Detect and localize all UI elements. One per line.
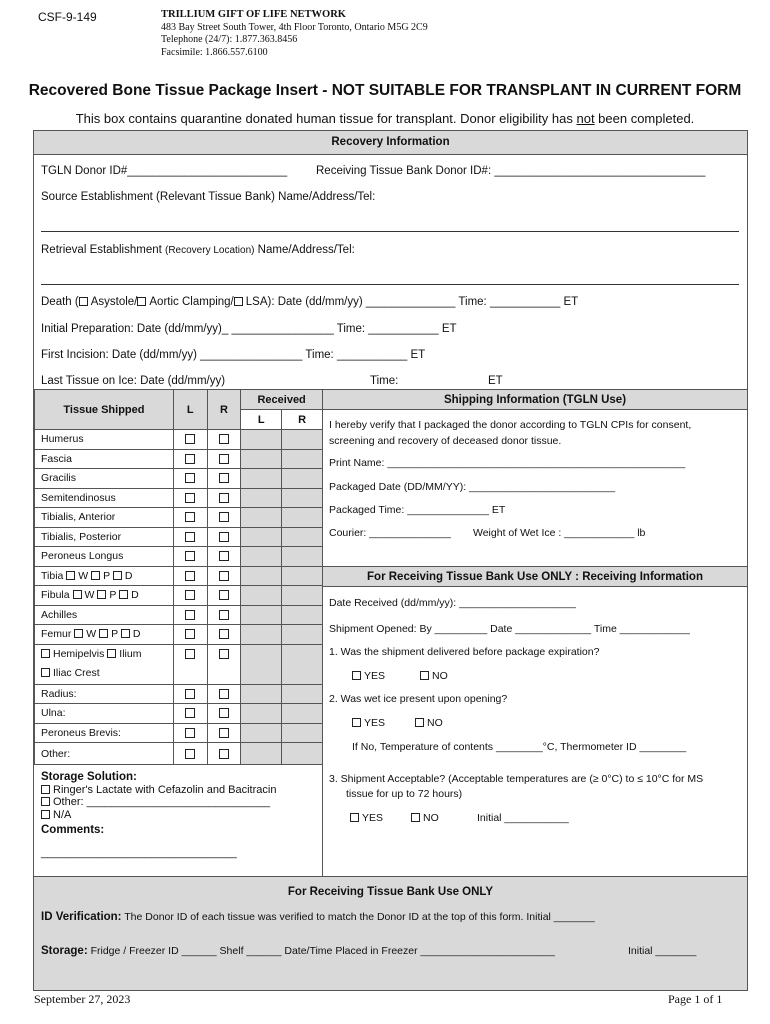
right-header: R [207, 390, 241, 430]
subtitle-underlined: not [576, 111, 595, 126]
fibula-cell [35, 586, 174, 606]
iliac-crest-label: Iliac Crest [53, 667, 100, 679]
hemipelvis-cell [35, 644, 174, 684]
fibula-label: Fibula [41, 589, 70, 602]
storage-opt3: N/A [53, 808, 72, 821]
bank-heading: For Receiving Tissue Bank Use ONLY [287, 886, 494, 898]
right-checkbox[interactable] [219, 512, 229, 522]
storage-opt2: Other: ______________________________ [53, 796, 271, 808]
fibula-w-label: W [84, 589, 95, 602]
q1-yes[interactable] [352, 670, 385, 682]
received-left-cell[interactable] [241, 605, 282, 625]
lsa-checkbox[interactable] [234, 297, 243, 306]
q1-no[interactable] [420, 670, 448, 682]
date-received-field[interactable]: Date Received (dd/mm/yy): ____________________ [329, 597, 576, 609]
left-checkbox[interactable] [185, 434, 195, 444]
q3-no-checkbox[interactable] [411, 813, 420, 822]
packaged-date-field[interactable]: Packaged Date (DD/MM/YY): _________________________ [329, 481, 616, 493]
femur-d-checkbox[interactable] [121, 629, 130, 638]
left-checkbox[interactable] [185, 708, 195, 718]
received-right-cell[interactable] [282, 625, 323, 645]
tibia-d-label: D [124, 569, 133, 582]
storage-opt1: Ringer's Lactate with Cefazolin and Bacitracin [53, 783, 277, 796]
retrieval-establishment-line[interactable] [41, 284, 739, 285]
tissue-shipped-header: Tissue Shipped [35, 390, 174, 430]
right-checkbox[interactable] [219, 749, 229, 759]
received-right-cell[interactable] [282, 469, 323, 489]
tissue-name: Radius: [35, 684, 174, 704]
table-row [35, 527, 323, 547]
received-left-cell[interactable] [241, 508, 282, 528]
comments-line[interactable]: ________________________________ [41, 846, 237, 859]
q1-no-label: NO [432, 670, 448, 682]
left-checkbox[interactable] [185, 473, 195, 483]
right-checkbox[interactable] [219, 689, 229, 699]
page-title: Recovered Bone Tissue Package Insert - NOT SUITABLE FOR TRANSPLANT IN CURRENT FORM [28, 82, 742, 99]
q1-yes-label: YES [364, 670, 386, 682]
tibia-w-label: W [78, 569, 89, 582]
tibia-w-checkbox[interactable] [66, 571, 75, 580]
left-checkbox[interactable] [185, 749, 195, 759]
femur-d-label: D [132, 628, 141, 641]
id-verification-field[interactable] [41, 911, 595, 923]
received-right-cell[interactable] [282, 723, 323, 743]
table-row [35, 684, 323, 704]
courier-field[interactable]: Courier: ______________ [329, 527, 452, 539]
received-left-cell[interactable] [241, 547, 282, 567]
tissue-name: Peroneus Brevis: [35, 723, 174, 743]
shipment-opened-field[interactable]: Shipment Opened: By _________ Date _____________ Time ____________ [329, 623, 690, 635]
subtitle-before: This box contains quarantine donated human tissue for transplant. Donor eligibility has [75, 111, 577, 126]
right-checkbox[interactable] [219, 571, 229, 581]
tissue-name: Tibialis, Anterior [35, 508, 174, 528]
received-left-header: L [241, 410, 282, 430]
tgln-donor-id-field[interactable]: TGLN Donor ID#_________________________ [41, 165, 288, 177]
other-checkbox[interactable] [41, 797, 50, 806]
form-code: CSF-9-149 [38, 10, 97, 24]
q3-no-label: NO [423, 812, 439, 824]
right-checkbox[interactable] [219, 629, 229, 639]
print-name-field[interactable]: Print Name: ___________________________________________________ [329, 457, 686, 469]
femur-label: Femur [41, 628, 72, 641]
right-checkbox[interactable] [219, 728, 229, 738]
last-tissue-time: Time: [370, 375, 399, 387]
ilium-label: Ilium [119, 648, 142, 660]
last-tissue-field[interactable]: Last Tissue on Ice: Date (dd/mm/yy) [41, 375, 226, 387]
received-left-cell[interactable] [241, 566, 282, 586]
left-checkbox[interactable] [185, 629, 195, 639]
death-asystole: Asystole/ [90, 296, 138, 308]
left-checkbox[interactable] [185, 689, 195, 699]
ilium-checkbox[interactable] [107, 649, 116, 658]
temperature-field[interactable]: If No, Temperature of contents ________°C, Thermometer ID ________ [352, 741, 687, 753]
table-row [35, 469, 323, 489]
received-right-cell[interactable] [282, 547, 323, 567]
death-aortic: Aortic Clamping/ [149, 296, 234, 308]
received-left-cell[interactable] [241, 743, 282, 765]
tibia-d-checkbox[interactable] [113, 571, 122, 580]
retrieval-establishment-label [41, 244, 355, 256]
femur-p-label: P [111, 628, 118, 641]
table-row [35, 605, 323, 625]
left-checkbox[interactable] [185, 571, 195, 581]
id-verification-label: ID Verification: [41, 911, 122, 923]
received-right-cell[interactable] [282, 605, 323, 625]
q3-yes[interactable] [350, 812, 383, 824]
right-checkbox[interactable] [219, 551, 229, 561]
received-left-cell[interactable] [241, 644, 282, 684]
tissue-name: Fascia [35, 449, 174, 469]
table-row [35, 644, 323, 684]
question-1: 1. Was the shipment delivered before package expiration? [329, 646, 600, 658]
q2-yes-checkbox[interactable] [352, 718, 361, 727]
received-right-cell[interactable] [282, 488, 323, 508]
asystole-checkbox[interactable] [79, 297, 88, 306]
storage-heading: Storage Solution: [41, 771, 137, 783]
iliac-crest-checkbox[interactable] [41, 668, 50, 677]
fibula-d-checkbox[interactable] [119, 590, 128, 599]
footer-date: September 27, 2023 [34, 992, 131, 1006]
table-row [35, 430, 323, 450]
fibula-w-checkbox[interactable] [73, 590, 82, 599]
table-row [35, 566, 323, 586]
retrieval-a: Retrieval Establishment [41, 244, 165, 256]
received-header: Received [241, 390, 323, 410]
question-2: 2. Was wet ice present upon opening? [329, 693, 508, 705]
left-checkbox[interactable] [185, 551, 195, 561]
received-right-header: R [282, 410, 323, 430]
question-3 [329, 772, 703, 802]
first-incision-field[interactable]: First Incision: Date (dd/mm/yy) ________________ Time: ___________ ET [41, 349, 426, 361]
left-checkbox[interactable] [185, 454, 195, 464]
storage-solution-block [41, 771, 276, 859]
last-tissue-et: ET [488, 375, 503, 387]
organization-block [161, 9, 428, 59]
q2-yes[interactable] [352, 717, 385, 729]
table-row [35, 508, 323, 528]
tissue-name: Humerus [35, 430, 174, 450]
received-right-cell[interactable] [282, 508, 323, 528]
q2-no-label: NO [427, 717, 443, 729]
received-left-cell[interactable] [241, 449, 282, 469]
table-row [35, 704, 323, 724]
source-establishment-label: Source Establishment (Relevant Tissue Bank) Name/Address/Tel: [41, 191, 376, 203]
death-prefix: Death ( [41, 296, 79, 308]
fibula-d-label: D [131, 589, 139, 602]
received-right-cell[interactable] [282, 743, 323, 765]
received-left-cell[interactable] [241, 723, 282, 743]
q1-yes-checkbox[interactable] [352, 671, 361, 680]
table-row [35, 743, 323, 765]
tissue-name: Tibialis, Posterior [35, 527, 174, 547]
footer-page: Page 1 of 1 [668, 992, 723, 1006]
femur-w-label: W [86, 628, 97, 641]
received-right-cell[interactable] [282, 644, 323, 684]
q2-yes-label: YES [364, 717, 386, 729]
tissue-name: Other: [35, 743, 174, 765]
received-left-cell[interactable] [241, 488, 282, 508]
storage-label: Storage: [41, 945, 88, 957]
received-left-cell[interactable] [241, 586, 282, 606]
org-telephone: Telephone (24/7): 1.877.363.8456 [161, 34, 298, 45]
tissue-name: Semitendinosus [35, 488, 174, 508]
right-checkbox[interactable] [219, 473, 229, 483]
org-facsimile: Facsimile: 1.866.557.6100 [161, 46, 268, 58]
receiving-donor-id-field[interactable]: Receiving Tissue Bank Donor ID#: _________________________________ [316, 165, 706, 177]
retrieval-b: (Recovery Location) [165, 245, 255, 256]
verify-line-2: screening and recovery of deceased donor tissue. [329, 435, 562, 447]
received-left-cell[interactable] [241, 430, 282, 450]
tibia-cell [35, 566, 174, 586]
received-right-cell[interactable] [282, 566, 323, 586]
tissue-name: Gracilis [35, 469, 174, 489]
left-checkbox[interactable] [185, 728, 195, 738]
retrieval-c: Name/Address/Tel: [254, 244, 355, 256]
q2-no-checkbox[interactable] [415, 718, 424, 727]
fibula-p-checkbox[interactable] [97, 590, 106, 599]
tissue-name: Peroneus Longus [35, 547, 174, 567]
storage-initial-field[interactable]: Initial _______ [628, 945, 697, 957]
tibia-label: Tibia [41, 569, 64, 582]
hemipelvis-label: Hemipelvis [53, 648, 105, 660]
received-right-cell[interactable] [282, 527, 323, 547]
q3-yes-label: YES [362, 812, 384, 824]
received-right-cell[interactable] [282, 449, 323, 469]
death-field[interactable] [41, 296, 578, 308]
source-establishment-line[interactable] [41, 231, 739, 232]
right-checkbox[interactable] [219, 454, 229, 464]
q3-line-2: tissue for up to 72 hours) [346, 788, 463, 800]
panel-divider [322, 389, 323, 876]
page-subtitle [0, 111, 770, 126]
aortic-clamping-checkbox[interactable] [137, 297, 146, 306]
q3-line-1: 3. Shipment Acceptable? (Acceptable temperatures are (≥ 0°C) to ≤ 10°C for MS [329, 773, 704, 785]
right-checkbox[interactable] [219, 590, 229, 600]
tissue-table [34, 389, 323, 765]
shipping-heading: Shipping Information (TGLN Use) [323, 389, 747, 410]
tissue-name: Ulna: [35, 704, 174, 724]
q2-no[interactable] [415, 717, 443, 729]
right-checkbox[interactable] [219, 493, 229, 503]
received-right-cell[interactable] [282, 684, 323, 704]
table-row [35, 625, 323, 645]
left-checkbox[interactable] [185, 532, 195, 542]
left-header: L [173, 390, 207, 430]
receiving-heading: For Receiving Tissue Bank Use ONLY : Receiving Information [323, 566, 747, 587]
left-checkbox[interactable] [185, 590, 195, 600]
left-checkbox[interactable] [185, 649, 195, 659]
received-right-cell[interactable] [282, 586, 323, 606]
storage-field[interactable] [41, 945, 555, 957]
right-checkbox[interactable] [219, 610, 229, 620]
comments-label: Comments: [41, 824, 105, 836]
table-row [35, 449, 323, 469]
received-left-cell[interactable] [241, 704, 282, 724]
id-verification-text: The Donor ID of each tissue was verified to match the Donor ID at the top of this form. Initial _______ [121, 911, 595, 923]
subtitle-after: been completed. [594, 111, 695, 126]
hemipelvis-checkbox[interactable] [41, 649, 50, 658]
shipping-verify [329, 417, 691, 449]
received-left-cell[interactable] [241, 625, 282, 645]
received-left-cell[interactable] [241, 527, 282, 547]
table-row [35, 586, 323, 606]
recovery-heading: Recovery Information [34, 131, 747, 155]
initial-preparation-field[interactable]: Initial Preparation: Date (dd/mm/yy)_ ________________ Time: ___________ ET [41, 323, 457, 335]
q1-no-checkbox[interactable] [420, 671, 429, 680]
fibula-p-label: P [109, 589, 117, 602]
table-row [35, 547, 323, 567]
femur-p-checkbox[interactable] [99, 629, 108, 638]
received-right-cell[interactable] [282, 430, 323, 450]
org-name: TRILLIUM GIFT OF LIFE NETWORK [161, 9, 346, 20]
table-row [35, 723, 323, 743]
right-checkbox[interactable] [219, 649, 229, 659]
left-checkbox[interactable] [185, 493, 195, 503]
left-checkbox[interactable] [185, 512, 195, 522]
right-checkbox[interactable] [219, 708, 229, 718]
storage-text: Fridge / Freezer ID ______ Shelf ______ Date/Time Placed in Freezer _______________________ [87, 945, 555, 957]
femur-w-checkbox[interactable] [74, 629, 83, 638]
verify-line-1: I hereby verify that I packaged the donor according to TGLN CPIs for consent, [329, 419, 692, 431]
wet-ice-weight-field[interactable]: Weight of Wet Ice : ____________ lb [473, 527, 646, 539]
right-checkbox[interactable] [219, 532, 229, 542]
tissue-name: Achilles [35, 605, 174, 625]
death-lsa: LSA): Date (dd/mm/yy) ______________ Time: ___________ ET [245, 296, 579, 308]
q3-yes-checkbox[interactable] [350, 813, 359, 822]
table-row [35, 488, 323, 508]
left-checkbox[interactable] [185, 610, 195, 620]
org-address: 483 Bay Street South Tower, 4th Floor Toronto, Ontario M5G 2C9 [161, 21, 428, 33]
received-left-cell[interactable] [241, 469, 282, 489]
right-checkbox[interactable] [219, 434, 229, 444]
na-checkbox[interactable] [41, 810, 50, 819]
q3-no[interactable] [411, 812, 439, 824]
femur-cell [35, 625, 174, 645]
q3-initial-field[interactable]: Initial ___________ [477, 812, 569, 824]
received-left-cell[interactable] [241, 684, 282, 704]
ringers-checkbox[interactable] [41, 785, 50, 794]
packaged-time-field[interactable]: Packaged Time: ______________ ET [329, 504, 506, 516]
tibia-p-checkbox[interactable] [91, 571, 100, 580]
received-right-cell[interactable] [282, 704, 323, 724]
tibia-p-label: P [103, 569, 110, 582]
